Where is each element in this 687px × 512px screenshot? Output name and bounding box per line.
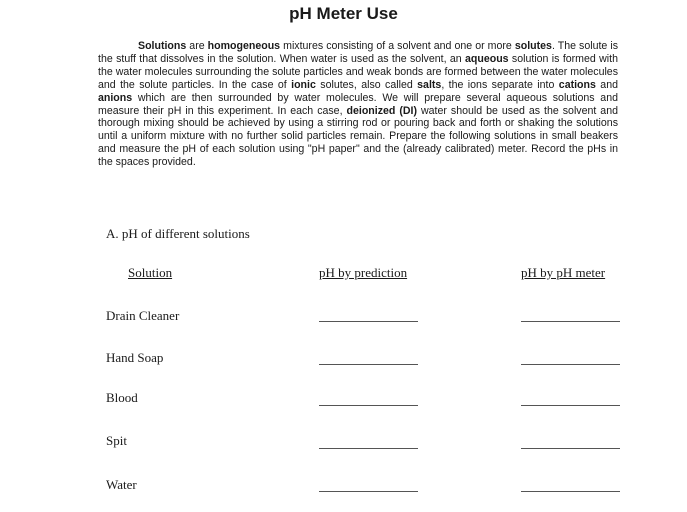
header-meter: pH by pH meter [521, 265, 606, 280]
row-label-water: Water [106, 477, 137, 492]
meter-blank[interactable] [521, 405, 620, 406]
intro-bold-term: solutes [514, 40, 552, 52]
intro-bold-term: anions [98, 91, 133, 104]
intro-bold-term: Solutions [138, 40, 187, 52]
section-title: A. pH of different solutions [106, 226, 250, 241]
intro-bold-term: aqueous [465, 52, 509, 65]
intro-text: which are then surrounded by water molecules. We will prepare several aqueous solutions and measure their pH in this experiment. In each case, [98, 91, 618, 117]
intro-bold-term: deionized (DI) [346, 104, 418, 117]
intro-text: solution is formed with the water molecules surrounding the solute particles and weak bonds are formed between the water molecules and the solute particles. In the case of [98, 52, 618, 91]
intro-text: and [595, 78, 618, 91]
intro-bold-term: homogeneous [207, 40, 281, 52]
row-label-blood: Blood [106, 390, 138, 405]
meter-blank[interactable] [521, 364, 620, 365]
meter-blank[interactable] [521, 491, 620, 492]
meter-blank[interactable] [521, 321, 620, 322]
intro-bold-term: ionic [291, 78, 316, 91]
intro-text: solutes, also called [315, 78, 418, 91]
intro-text: are [186, 40, 208, 52]
intro-text: . The solute is the stuff that dissolves in the solution. When water is used as the solvent, an [98, 40, 618, 65]
page-title: pH Meter Use [289, 4, 398, 23]
row-label-drain-cleaner: Drain Cleaner [106, 308, 180, 323]
intro-paragraph [98, 40, 618, 169]
prediction-blank[interactable] [319, 491, 418, 492]
meter-blank[interactable] [521, 448, 620, 449]
intro-bold-term: salts [417, 78, 442, 91]
row-label-spit: Spit [106, 433, 127, 448]
prediction-blank[interactable] [319, 321, 418, 322]
header-prediction: pH by prediction [319, 265, 408, 280]
intro-text: , the ions separate into [441, 78, 559, 91]
prediction-blank[interactable] [319, 448, 418, 449]
intro-bold-term: cations [558, 78, 596, 91]
row-label-hand-soap: Hand Soap [106, 350, 164, 365]
prediction-blank[interactable] [319, 405, 418, 406]
intro-text: mixtures consisting of a solvent and one or more [280, 40, 515, 52]
header-solution: Solution [128, 265, 173, 280]
prediction-blank[interactable] [319, 364, 418, 365]
intro-text: water should be used as the solvent and thorough mixing should be achieved by using a stirring rod or pouring back and forth or shaking the solutions until a uniform mixture with no further solid particles remain. Prepare the following solutions in small beakers and measure the pH of each solution using "pH paper" and the (already calibrated) meter. Record the pHs in the spaces provided. [98, 104, 618, 169]
